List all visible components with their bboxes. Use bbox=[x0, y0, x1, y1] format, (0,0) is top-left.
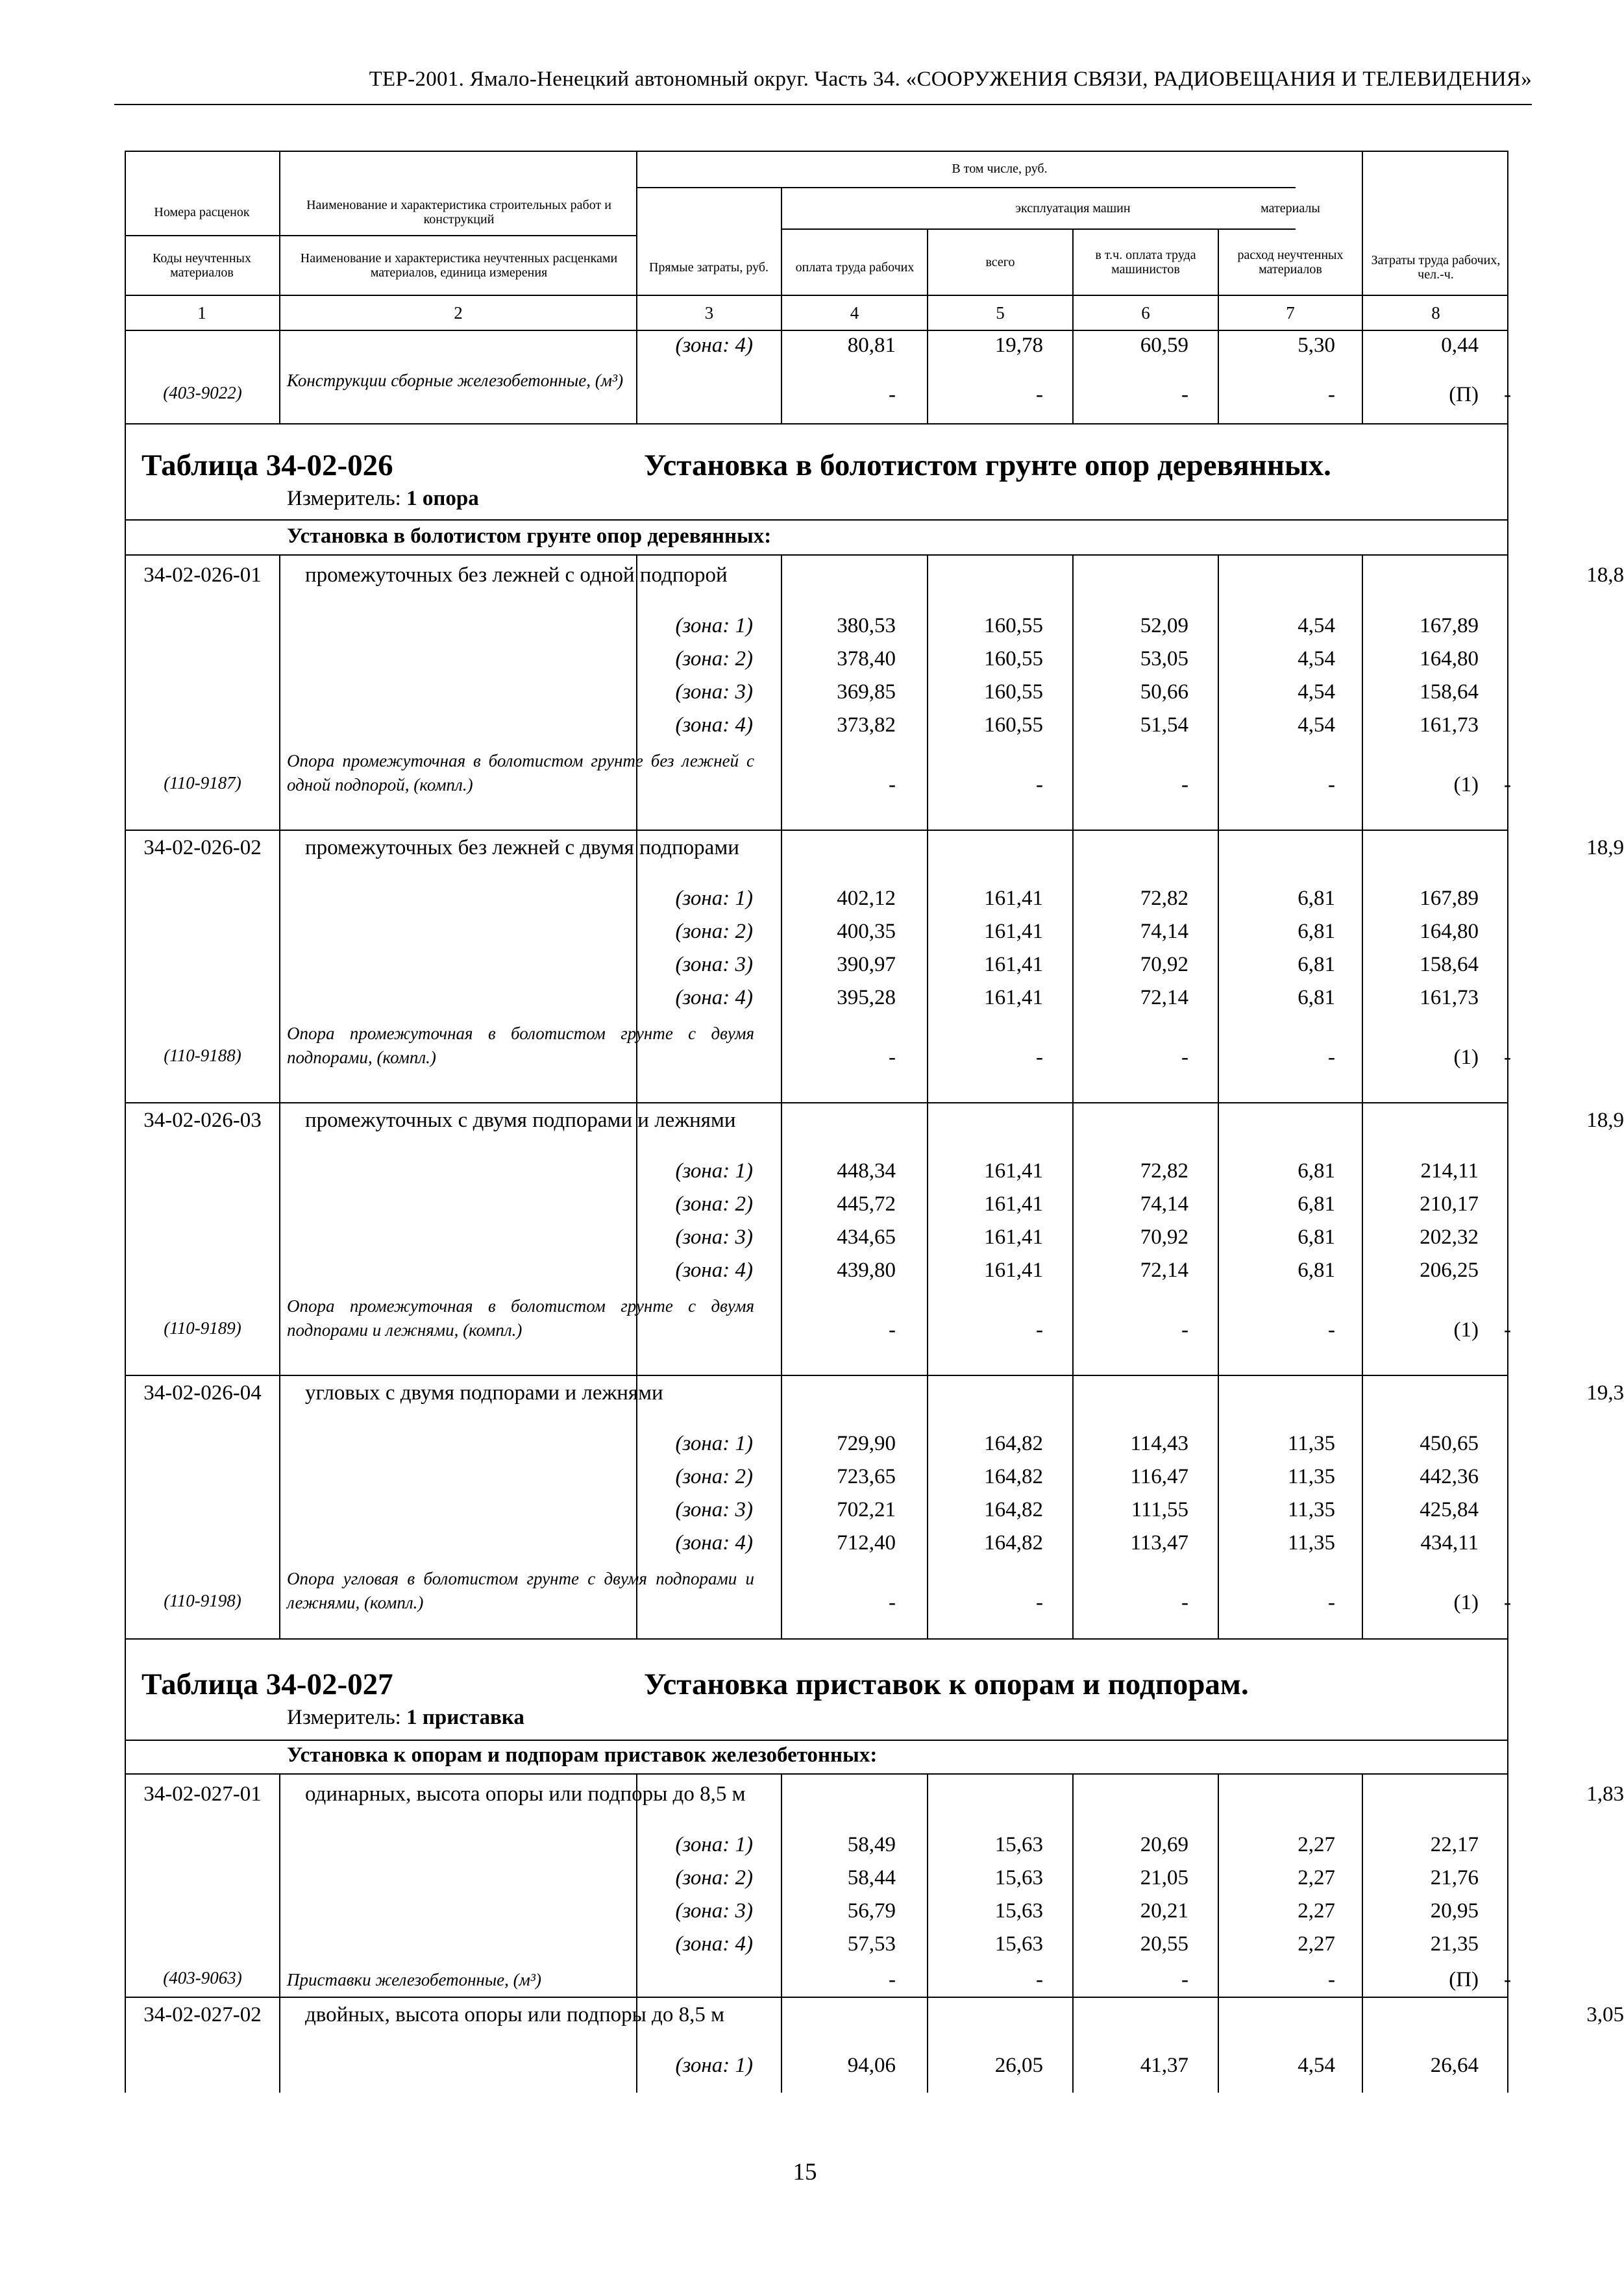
table-name: Установка в болотистом грунте опор деревянных. bbox=[644, 449, 1331, 482]
rate-code: 34-02-027-01 bbox=[143, 1782, 262, 1806]
mat-value: - bbox=[1036, 1968, 1043, 1991]
mat-value: - bbox=[1181, 1046, 1188, 1069]
mat-value: - bbox=[1328, 1046, 1335, 1069]
mat-value: - bbox=[1036, 383, 1043, 406]
table-title: Таблица 34-02-027 bbox=[141, 1668, 393, 1701]
table-title: Таблица 34-02-026 bbox=[141, 449, 393, 482]
zone-label: (зона: 1) bbox=[675, 1432, 753, 1455]
value-labor-pay: 161,41 bbox=[984, 953, 1043, 976]
value-labor-pay: 26,05 bbox=[994, 2054, 1043, 2077]
zone-label: (зона: 4) bbox=[675, 986, 753, 1009]
value-machinists: 2,27 bbox=[1298, 1866, 1335, 1889]
value-labor-pay: 160,55 bbox=[984, 713, 1043, 737]
mat-value: - bbox=[889, 1968, 896, 1991]
value-direct: 448,34 bbox=[837, 1159, 896, 1183]
rate-code: 34-02-026-02 bbox=[143, 836, 262, 859]
hline bbox=[125, 554, 1508, 556]
material-code: (403-9063) bbox=[163, 1968, 242, 1988]
mat-value: - bbox=[889, 1046, 896, 1069]
col-number: 2 bbox=[454, 303, 463, 323]
zone-label: (зона: 2) bbox=[675, 647, 753, 671]
meter-label: Измеритель: bbox=[287, 1706, 401, 1729]
value-direct: 380,53 bbox=[837, 614, 896, 637]
material-code: (110-9188) bbox=[164, 1046, 241, 1065]
mat-value: - bbox=[1328, 1591, 1335, 1614]
col2-bottom: Наименование и характеристика неучтенных расценками материалов, единица измерения bbox=[300, 251, 618, 280]
col1-bottom: Коды неучтенных материалов bbox=[153, 251, 251, 280]
mat-value: - bbox=[1504, 773, 1511, 796]
rate-code: 34-02-026-01 bbox=[143, 563, 262, 587]
value-machinists: 2,27 bbox=[1298, 1899, 1335, 1923]
running-header: ТЕР-2001. Ямало-Ненецкий автономный округ. Часть 34. «СООРУЖЕНИЯ СВЯЗИ, РАДИОВЕЩАНИЯ И ТЕЛЕВИДЕНИЯ» bbox=[369, 68, 1532, 91]
table-name: Установка приставок к опорам и подпорам. bbox=[644, 1668, 1249, 1701]
mat-value: - bbox=[1328, 1318, 1335, 1342]
value-direct: 390,97 bbox=[837, 953, 896, 976]
hline bbox=[125, 1773, 1508, 1775]
value-direct: 395,28 bbox=[837, 986, 896, 1009]
zone-label: (зона: 3) bbox=[675, 953, 753, 976]
value-machinists: 2,27 bbox=[1298, 1833, 1335, 1856]
section-heading: Установка к опорам и подпорам приставок железобетонных: bbox=[287, 1743, 878, 1767]
value-machinists: 6,81 bbox=[1298, 1225, 1335, 1249]
labor-hours: 1,83 bbox=[1586, 1782, 1624, 1806]
value-direct: 80,81 bbox=[847, 334, 896, 357]
hline bbox=[125, 423, 1508, 425]
material-desc: Конструкции сборные железобетонные, (м³) bbox=[287, 371, 624, 390]
zone-label: (зона: 2) bbox=[675, 1192, 753, 1216]
incl-head: В том числе, руб. bbox=[952, 162, 1048, 176]
value-machines: 74,14 bbox=[1140, 920, 1188, 943]
value-materials: 22,17 bbox=[1430, 1833, 1479, 1856]
value-direct: 702,21 bbox=[837, 1498, 896, 1521]
col-number: 1 bbox=[197, 303, 206, 323]
mat-value: - bbox=[1036, 1591, 1043, 1614]
hline bbox=[125, 1638, 1508, 1640]
value-machinists: 4,54 bbox=[1298, 713, 1335, 737]
value-machinists: 6,81 bbox=[1298, 920, 1335, 943]
mat-value: - bbox=[1328, 1968, 1335, 1991]
hline bbox=[125, 830, 1508, 831]
value-direct: 58,49 bbox=[847, 1833, 896, 1856]
col7-head: расход неучтенных материалов bbox=[1237, 248, 1344, 277]
mat-value: (1) bbox=[1453, 1046, 1479, 1069]
col3-head: Прямые затраты, руб. bbox=[648, 260, 769, 275]
machines-head: эксплуатация машин bbox=[1015, 201, 1131, 215]
value-machines: 70,92 bbox=[1140, 953, 1188, 976]
labor-hours: 18,9 bbox=[1586, 836, 1624, 859]
value-labor-pay: 15,63 bbox=[994, 1833, 1043, 1856]
meter-label: Измеритель: bbox=[287, 487, 401, 510]
value-direct: 57,53 bbox=[847, 1932, 896, 1956]
value-machinists: 6,81 bbox=[1298, 1159, 1335, 1183]
value-materials: 167,89 bbox=[1420, 887, 1479, 910]
hline bbox=[125, 519, 1508, 521]
value-materials: 164,80 bbox=[1420, 647, 1479, 671]
zone-label: (зона: 2) bbox=[675, 1465, 753, 1488]
mat-value: - bbox=[1036, 1318, 1043, 1342]
zone-label: (зона: 1) bbox=[675, 2054, 753, 2077]
mat-value: - bbox=[889, 1318, 896, 1342]
mat-value: - bbox=[1504, 1968, 1511, 1991]
value-materials: 161,73 bbox=[1420, 713, 1479, 737]
value-machines: 114,43 bbox=[1130, 1432, 1188, 1455]
value-materials: 26,64 bbox=[1430, 2054, 1479, 2077]
col8-head: Затраты труда рабочих, чел.-ч. bbox=[1371, 253, 1501, 282]
hline bbox=[125, 1997, 1508, 1998]
value-machines: 70,92 bbox=[1140, 1225, 1188, 1249]
col4-head: оплата труда рабочих bbox=[795, 260, 915, 275]
zone-label: (зона: 4) bbox=[675, 1259, 753, 1282]
value-machinists: 11,35 bbox=[1287, 1531, 1335, 1555]
value-materials: 158,64 bbox=[1420, 953, 1479, 976]
value-direct: 434,65 bbox=[837, 1225, 896, 1249]
value-materials: 21,76 bbox=[1430, 1866, 1479, 1889]
hline bbox=[125, 1375, 1508, 1376]
work-description: угловых с двумя подпорами и лежнями bbox=[305, 1381, 663, 1405]
col-number: 4 bbox=[850, 303, 859, 323]
work-description: промежуточных с двумя подпорами и лежнями bbox=[305, 1109, 736, 1132]
value-direct: 56,79 bbox=[847, 1899, 896, 1923]
mat-value: (П) bbox=[1449, 383, 1479, 406]
mat-value: - bbox=[1504, 1591, 1511, 1614]
meter bbox=[287, 1706, 524, 1730]
work-description: двойных, высота опоры или подпоры до 8,5 м bbox=[305, 2003, 724, 2026]
mat-value: (П) bbox=[1449, 1968, 1479, 1991]
hline bbox=[125, 1102, 1508, 1103]
value-machines: 60,59 bbox=[1140, 334, 1188, 357]
col-number: 7 bbox=[1286, 303, 1295, 323]
value-labor-pay: 160,55 bbox=[984, 647, 1043, 671]
zone-label: (зона: 1) bbox=[675, 887, 753, 910]
zone-label: (зона: 3) bbox=[675, 1899, 753, 1923]
material-desc: Опора промежуточная в болотистом грунте с двумя подпорами и лежнями, (компл.) bbox=[287, 1296, 754, 1340]
value-direct: 378,40 bbox=[837, 647, 896, 671]
labor-hours: 3,05 bbox=[1586, 2003, 1624, 2026]
value-machinists: 11,35 bbox=[1287, 1432, 1335, 1455]
mat-value: - bbox=[1181, 1591, 1188, 1614]
zone-label: (зона: 2) bbox=[675, 920, 753, 943]
mat-value: - bbox=[1181, 1968, 1188, 1991]
value-direct: 712,40 bbox=[837, 1531, 896, 1555]
labor-hours: 18,9 bbox=[1586, 1109, 1624, 1132]
zone-label: (зона: 4) bbox=[675, 1932, 753, 1956]
value-materials: 206,25 bbox=[1420, 1259, 1479, 1282]
value-machines: 111,55 bbox=[1131, 1498, 1188, 1521]
value-direct: 402,12 bbox=[837, 887, 896, 910]
value-machines: 51,54 bbox=[1140, 713, 1188, 737]
col6-head: в т.ч. оплата труда машинистов bbox=[1095, 248, 1196, 277]
value-machinists: 6,81 bbox=[1298, 887, 1335, 910]
mat-value: - bbox=[1181, 383, 1188, 406]
mat-value: - bbox=[1504, 1046, 1511, 1069]
mat-value: - bbox=[1504, 383, 1511, 406]
material-desc: Приставки железобетонные, (м³) bbox=[287, 1970, 541, 1989]
value-machinists: 4,54 bbox=[1298, 614, 1335, 637]
header-rule bbox=[114, 104, 1532, 105]
hline bbox=[125, 1740, 1508, 1741]
col-number: 6 bbox=[1141, 303, 1150, 323]
value-labor-pay: 161,41 bbox=[984, 887, 1043, 910]
mat-value: - bbox=[1181, 1318, 1188, 1342]
value-materials: 167,89 bbox=[1420, 614, 1479, 637]
value-labor-pay: 161,41 bbox=[984, 920, 1043, 943]
zone-label: (зона: 4) bbox=[675, 1531, 753, 1555]
value-materials: 21,35 bbox=[1430, 1932, 1479, 1956]
value-direct: 400,35 bbox=[837, 920, 896, 943]
material-desc: Опора промежуточная в болотистом грунте с двумя подпорами, (компл.) bbox=[287, 1024, 754, 1067]
value-labor-pay: 164,82 bbox=[984, 1498, 1043, 1521]
value-materials: 202,32 bbox=[1420, 1225, 1479, 1249]
value-labor-pay: 15,63 bbox=[994, 1866, 1043, 1889]
rate-code: 34-02-026-04 bbox=[143, 1381, 262, 1405]
value-machines: 72,82 bbox=[1140, 1159, 1188, 1183]
zone-label: (зона: 4) bbox=[675, 713, 753, 737]
value-materials: 20,95 bbox=[1430, 1899, 1479, 1923]
value-materials: 0,44 bbox=[1441, 334, 1479, 357]
col-number: 8 bbox=[1431, 303, 1440, 323]
value-machines: 74,14 bbox=[1140, 1192, 1188, 1216]
value-labor-pay: 160,55 bbox=[984, 680, 1043, 704]
meter bbox=[287, 487, 479, 511]
mat-value: - bbox=[889, 773, 896, 796]
value-labor-pay: 164,82 bbox=[984, 1465, 1043, 1488]
value-labor-pay: 15,63 bbox=[994, 1899, 1043, 1923]
labor-hours: 18,8 bbox=[1586, 563, 1624, 587]
value-direct: 723,65 bbox=[837, 1465, 896, 1488]
mat-value: - bbox=[1504, 1318, 1511, 1342]
value-machines: 41,37 bbox=[1140, 2054, 1188, 2077]
mat-value: - bbox=[1036, 773, 1043, 796]
value-materials: 210,17 bbox=[1420, 1192, 1479, 1216]
value-labor-pay: 161,41 bbox=[984, 1159, 1043, 1183]
value-labor-pay: 160,55 bbox=[984, 614, 1043, 637]
value-machines: 113,47 bbox=[1130, 1531, 1188, 1555]
value-machinists: 11,35 bbox=[1287, 1465, 1335, 1488]
material-code: (110-9189) bbox=[164, 1318, 241, 1338]
value-direct: 58,44 bbox=[847, 1866, 896, 1889]
zone-label: (зона: 1) bbox=[675, 614, 753, 637]
value-direct: 729,90 bbox=[837, 1432, 896, 1455]
value-machines: 20,55 bbox=[1140, 1932, 1188, 1956]
mat-value: - bbox=[1328, 383, 1335, 406]
col-number: 5 bbox=[996, 303, 1005, 323]
value-machines: 52,09 bbox=[1140, 614, 1188, 637]
col5-head: всего bbox=[985, 255, 1015, 269]
value-labor-pay: 164,82 bbox=[984, 1432, 1043, 1455]
value-machines: 20,69 bbox=[1140, 1833, 1188, 1856]
rate-code: 34-02-027-02 bbox=[143, 2003, 262, 2026]
material-code: (110-9187) bbox=[164, 773, 241, 793]
material-code: (110-9198) bbox=[164, 1591, 241, 1610]
rate-code: 34-02-026-03 bbox=[143, 1109, 262, 1132]
value-machinists: 6,81 bbox=[1298, 986, 1335, 1009]
value-labor-pay: 19,78 bbox=[994, 334, 1043, 357]
value-machines: 50,66 bbox=[1140, 680, 1188, 704]
work-description: промежуточных без лежней с двумя подпорами bbox=[305, 836, 739, 859]
value-machinists: 11,35 bbox=[1287, 1498, 1335, 1521]
value-machinists: 6,81 bbox=[1298, 1259, 1335, 1282]
value-machinists: 4,54 bbox=[1298, 2054, 1335, 2077]
zone-label: (зона: 1) bbox=[675, 1833, 753, 1856]
value-materials: 214,11 bbox=[1420, 1159, 1479, 1183]
material-desc: Опора угловая в болотистом грунте с двумя подпорами и лежнями, (компл.) bbox=[287, 1569, 754, 1612]
value-machines: 72,14 bbox=[1140, 986, 1188, 1009]
zone-label: (зона: 1) bbox=[675, 1159, 753, 1183]
meter-value: 1 опора bbox=[406, 487, 479, 510]
zone-label: (зона: 2) bbox=[675, 1866, 753, 1889]
zone-label: (зона: 3) bbox=[675, 1225, 753, 1249]
meter-value: 1 приставка bbox=[406, 1706, 524, 1729]
vline bbox=[279, 554, 280, 1638]
value-machines: 72,82 bbox=[1140, 887, 1188, 910]
mat-value: - bbox=[1036, 1046, 1043, 1069]
value-machines: 72,14 bbox=[1140, 1259, 1188, 1282]
mat-value: (1) bbox=[1453, 1318, 1479, 1342]
material-desc: Опора промежуточная в болотистом грунте без лежней с одной подпорой, (компл.) bbox=[287, 751, 754, 794]
value-direct: 445,72 bbox=[837, 1192, 896, 1216]
value-materials: 164,80 bbox=[1420, 920, 1479, 943]
value-machinists: 4,54 bbox=[1298, 647, 1335, 671]
labor-hours: 19,3 bbox=[1586, 1381, 1624, 1405]
col-number: 3 bbox=[704, 303, 714, 323]
work-description: промежуточных без лежней с одной подпорой bbox=[305, 563, 728, 587]
mat-value: - bbox=[1328, 773, 1335, 796]
mat-value: - bbox=[889, 383, 896, 406]
value-materials: 442,36 bbox=[1420, 1465, 1479, 1488]
value-materials: 434,11 bbox=[1420, 1531, 1479, 1555]
page-number: 15 bbox=[793, 2159, 817, 2185]
value-machinists: 5,30 bbox=[1298, 334, 1335, 357]
value-machinists: 6,81 bbox=[1298, 1192, 1335, 1216]
zone-label: (зона: 3) bbox=[675, 680, 753, 704]
vline bbox=[279, 331, 280, 423]
col1-top: Номера расценок bbox=[154, 205, 250, 219]
value-materials: 161,73 bbox=[1420, 986, 1479, 1009]
mat-value: (1) bbox=[1453, 1591, 1479, 1614]
value-materials: 425,84 bbox=[1420, 1498, 1479, 1521]
col2-top: Наименование и характеристика строительных работ и конструкций bbox=[306, 198, 611, 227]
value-machines: 20,21 bbox=[1140, 1899, 1188, 1923]
work-description: одинарных, высота опоры или подпоры до 8,5 м bbox=[305, 1782, 746, 1806]
material-code: (403-9022) bbox=[163, 383, 242, 402]
section-heading: Установка в болотистом грунте опор деревянных: bbox=[287, 524, 772, 548]
value-labor-pay: 164,82 bbox=[984, 1531, 1043, 1555]
value-machinists: 6,81 bbox=[1298, 953, 1335, 976]
mat-value: - bbox=[1181, 773, 1188, 796]
value-machines: 116,47 bbox=[1130, 1465, 1188, 1488]
value-materials: 450,65 bbox=[1420, 1432, 1479, 1455]
value-materials: 158,64 bbox=[1420, 680, 1479, 704]
zone-label: (зона: 4) bbox=[675, 334, 753, 357]
vline bbox=[279, 1773, 280, 2093]
value-machines: 53,05 bbox=[1140, 647, 1188, 671]
value-direct: 373,82 bbox=[837, 713, 896, 737]
value-machinists: 2,27 bbox=[1298, 1932, 1335, 1956]
value-labor-pay: 161,41 bbox=[984, 1259, 1043, 1282]
materials-head: материалы bbox=[1261, 201, 1320, 215]
value-labor-pay: 161,41 bbox=[984, 986, 1043, 1009]
mat-value: - bbox=[889, 1591, 896, 1614]
value-direct: 94,06 bbox=[847, 2054, 896, 2077]
value-direct: 439,80 bbox=[837, 1259, 896, 1282]
value-machines: 21,05 bbox=[1140, 1866, 1188, 1889]
value-direct: 369,85 bbox=[837, 680, 896, 704]
zone-label: (зона: 3) bbox=[675, 1498, 753, 1521]
value-machinists: 4,54 bbox=[1298, 680, 1335, 704]
value-labor-pay: 15,63 bbox=[994, 1932, 1043, 1956]
mat-value: (1) bbox=[1453, 773, 1479, 796]
value-labor-pay: 161,41 bbox=[984, 1192, 1043, 1216]
value-labor-pay: 161,41 bbox=[984, 1225, 1043, 1249]
